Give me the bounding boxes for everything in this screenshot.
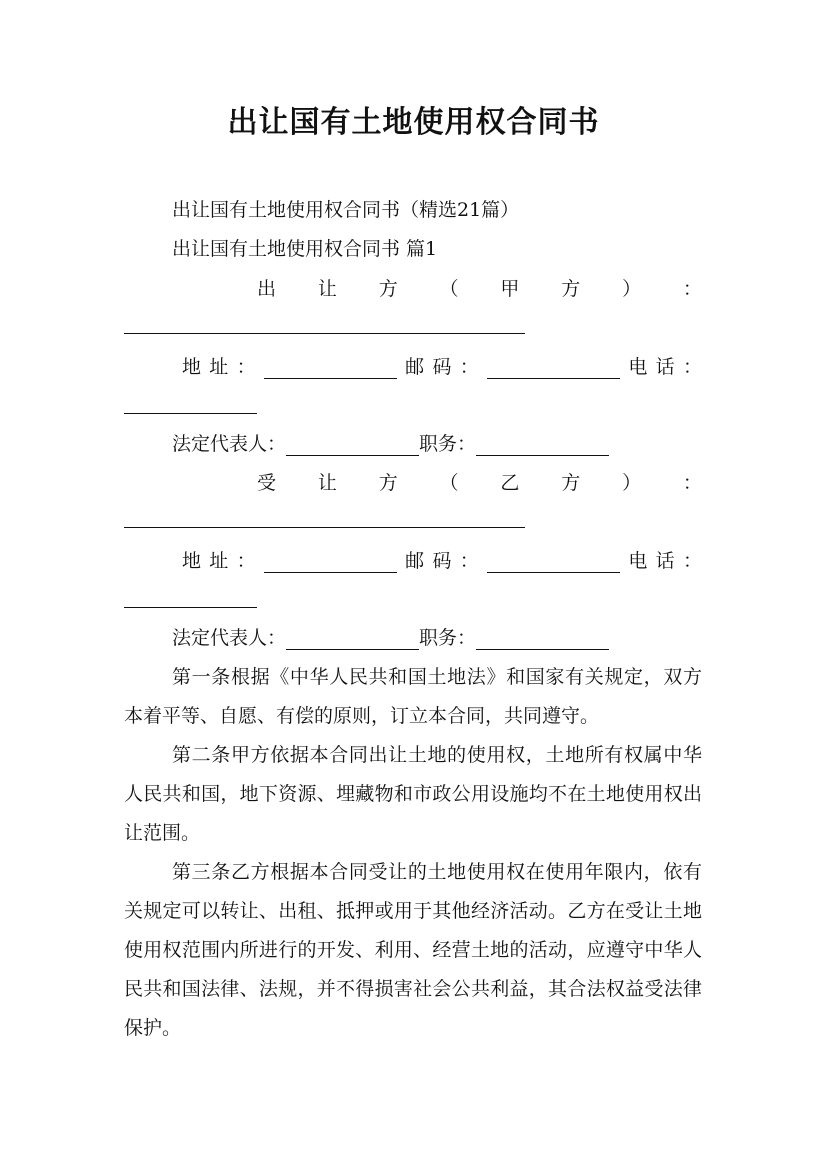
phone-label-char: 电 <box>628 356 648 378</box>
phone-label-char: ： <box>682 550 702 572</box>
postcode-label-char: ： <box>459 550 479 572</box>
party-b-phone-blank[interactable] <box>124 577 257 608</box>
section-heading: 出让国有土地使用权合同书 篇1 <box>172 238 438 260</box>
party-b-legal-rep-blank[interactable] <box>286 619 419 650</box>
party-a-char: 出 <box>257 278 277 300</box>
party-b-char: ： <box>682 472 702 494</box>
phone-label-char: ： <box>682 356 702 378</box>
party-b-char: 方 <box>378 472 398 494</box>
party-a-rep-row <box>124 425 702 464</box>
party-b-char: 乙 <box>500 472 520 494</box>
legal-rep-label: 法定代表人： <box>172 433 287 455</box>
party-b-char: ） <box>622 472 642 494</box>
article-2: 第二条甲方依据本合同出让土地的使用权，土地所有权属中华人民共和国，地下资源、埋藏物和市政公用设施均不在土地使用权出让范围。 <box>124 744 702 844</box>
position-label: 职务： <box>419 433 477 455</box>
party-a-position-blank[interactable] <box>476 425 609 456</box>
party-a-phone-blank[interactable] <box>124 383 257 414</box>
party-b-name-blank[interactable] <box>124 497 525 528</box>
postcode-label-char: 码 <box>432 356 452 378</box>
party-b-blank-line <box>124 497 702 536</box>
article-3: 第三条乙方根据本合同受让的土地使用权在使用年限内，依有关规定可以转让、出租、抵押或用于其他经济活动。乙方在受让土地使用权范围内所进行的开发、利用、经营土地的活动，应遵守中华人民共和国法律、法规，并不得损害社会公共利益，其合法权益受法律保护。 <box>124 861 702 1039</box>
document-subtitle: 出让国有土地使用权合同书（精选21篇） <box>172 199 520 221</box>
party-b-contact-row <box>124 542 702 581</box>
party-a-char: 方 <box>561 278 581 300</box>
party-b-phone-line <box>124 577 702 616</box>
party-a-char: 甲 <box>500 278 520 300</box>
postcode-label-char: 邮 <box>405 550 425 572</box>
party-b-rep-row <box>124 619 702 658</box>
party-a-address-blank[interactable] <box>264 348 397 379</box>
party-b-char: 方 <box>561 472 581 494</box>
party-a-name-blank[interactable] <box>124 303 525 334</box>
address-label-char: ： <box>236 550 256 572</box>
postcode-label-char: 邮 <box>405 356 425 378</box>
party-b-char: 受 <box>257 472 277 494</box>
phone-label-char: 话 <box>655 550 675 572</box>
party-a-phone-line <box>124 383 702 422</box>
legal-rep-label: 法定代表人： <box>172 627 287 649</box>
postcode-label-char: ： <box>459 356 479 378</box>
party-a-char: ： <box>682 278 702 300</box>
party-a-blank-line <box>124 303 702 342</box>
phone-label-char: 电 <box>628 550 648 572</box>
party-a-legal-rep-blank[interactable] <box>286 425 419 456</box>
party-b-address-blank[interactable] <box>264 542 397 573</box>
document-title: 出让国有土地使用权合同书 <box>227 105 600 140</box>
party-a-contact-row <box>124 348 702 387</box>
party-b-postcode-blank[interactable] <box>487 542 620 573</box>
party-a-char: ） <box>622 278 642 300</box>
article-1: 第一条根据《中华人民共和国土地法》和国家有关规定，双方本着平等、自愿、有偿的原则，订立本合同，共同遵守。 <box>124 666 702 727</box>
address-label-char: 地 <box>182 550 202 572</box>
party-b-char: （ <box>439 472 459 494</box>
address-label-char: 地 <box>182 356 202 378</box>
address-label-char: ： <box>236 356 256 378</box>
postcode-label-char: 码 <box>432 550 452 572</box>
party-a-char: 方 <box>378 278 398 300</box>
party-a-postcode-blank[interactable] <box>487 348 620 379</box>
phone-label-char: 话 <box>655 356 675 378</box>
party-a-char: 让 <box>317 278 337 300</box>
party-b-char: 让 <box>317 472 337 494</box>
address-label-char: 址 <box>209 356 229 378</box>
party-b-position-blank[interactable] <box>476 619 609 650</box>
address-label-char: 址 <box>209 550 229 572</box>
party-a-char: （ <box>439 278 459 300</box>
position-label: 职务： <box>419 627 477 649</box>
